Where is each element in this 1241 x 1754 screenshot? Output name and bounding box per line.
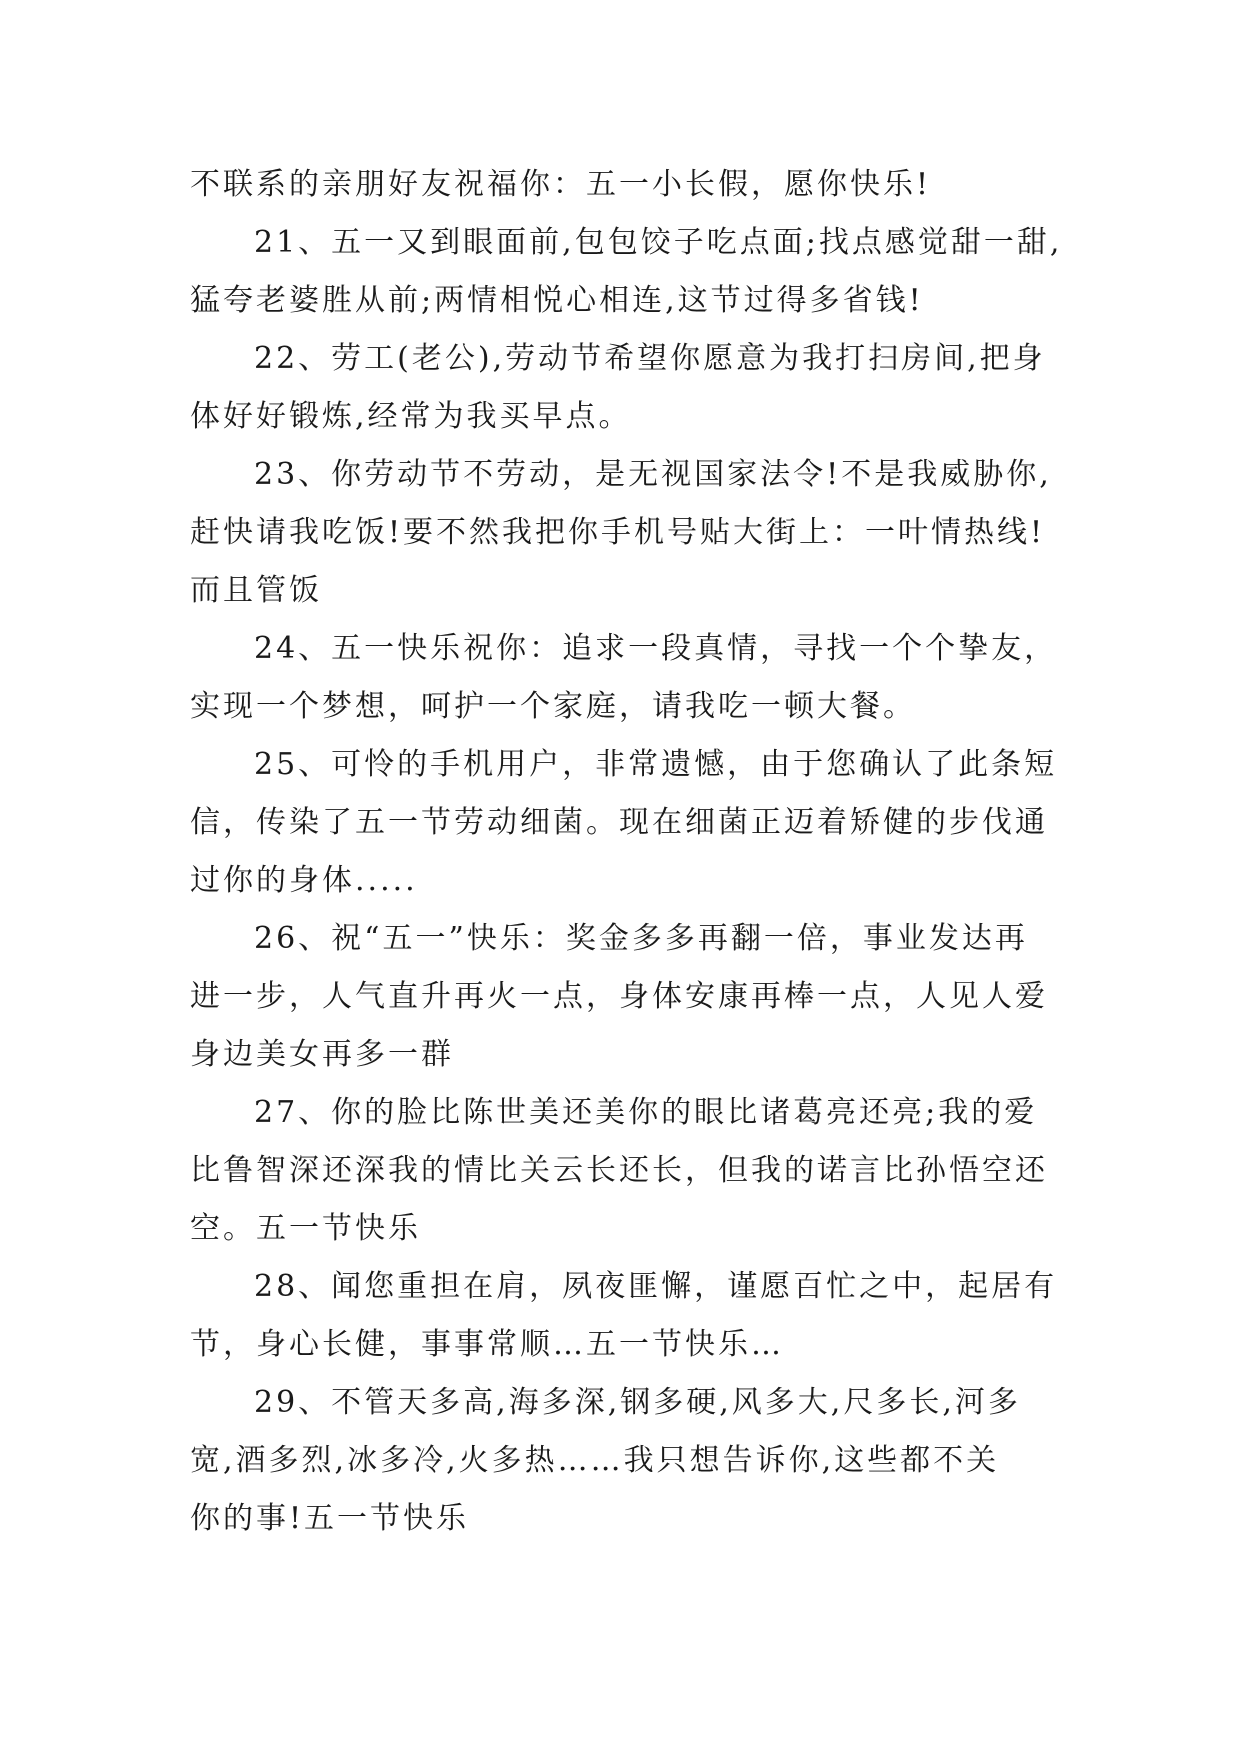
text-line: 你的事!五一节快乐 — [190, 1501, 470, 1536]
text-line: 25、可怜的手机用户，非常遗憾，由于您确认了此条短 — [254, 747, 1058, 782]
text-line: 猛夸老婆胜从前;两情相悦心相连,这节过得多省钱! — [190, 283, 924, 318]
text-line: 29、不管天多高,海多深,钢多硬,风多大,尺多长,河多 — [254, 1385, 1021, 1420]
text-line: 节，身心长健，事事常顺…五一节快乐… — [190, 1327, 784, 1362]
text-line: 信，传染了五一节劳动细菌。现在细菌正迈着矫健的步伐通 — [190, 805, 1048, 840]
text-line: 24、五一快乐祝你：追求一段真情，寻找一个个挚友， — [254, 631, 1058, 666]
text-line: 不联系的亲朋好友祝福你：五一小长假，愿你快乐! — [190, 167, 932, 202]
text-line: 28、闻您重担在肩，夙夜匪懈，谨愿百忙之中，起居有 — [254, 1269, 1058, 1304]
text-line: 过你的身体..... — [190, 863, 418, 898]
text-line: 21、五一又到眼面前,包包饺子吃点面;找点感觉甜一甜, — [254, 225, 1063, 260]
text-line: 身边美女再多一群 — [190, 1037, 454, 1072]
text-line: 而且管饭 — [190, 573, 322, 608]
text-line: 26、祝“五一”快乐：奖金多多再翻一倍，事业发达再 — [254, 921, 1028, 956]
text-line: 体好好锻炼,经常为我买早点。 — [190, 399, 632, 434]
text-line: 23、你劳动节不劳动，是无视国家法令!不是我威胁你, — [254, 457, 1052, 492]
text-line: 空。五一节快乐 — [190, 1211, 421, 1246]
document-body — [190, 156, 1070, 1548]
text-line: 进一步，人气直升再火一点，身体安康再棒一点，人见人爱 — [190, 979, 1048, 1014]
text-line: 27、你的脸比陈世美还美你的眼比诸葛亮还亮;我的爱 — [254, 1095, 1038, 1130]
text-line: 赶快请我吃饭!要不然我把你手机号贴大街上：一叶情热线! — [190, 515, 1046, 550]
text-line: 22、劳工(老公),劳动节希望你愿意为我打扫房间,把身 — [254, 341, 1046, 376]
text-line: 比鲁智深还深我的情比关云长还长，但我的诺言比孙悟空还 — [190, 1153, 1048, 1188]
text-line: 宽,酒多烈,冰多冷,火多热……我只想告诉你,这些都不关 — [190, 1443, 1000, 1478]
text-line: 实现一个梦想，呵护一个家庭，请我吃一顿大餐。 — [190, 689, 916, 724]
